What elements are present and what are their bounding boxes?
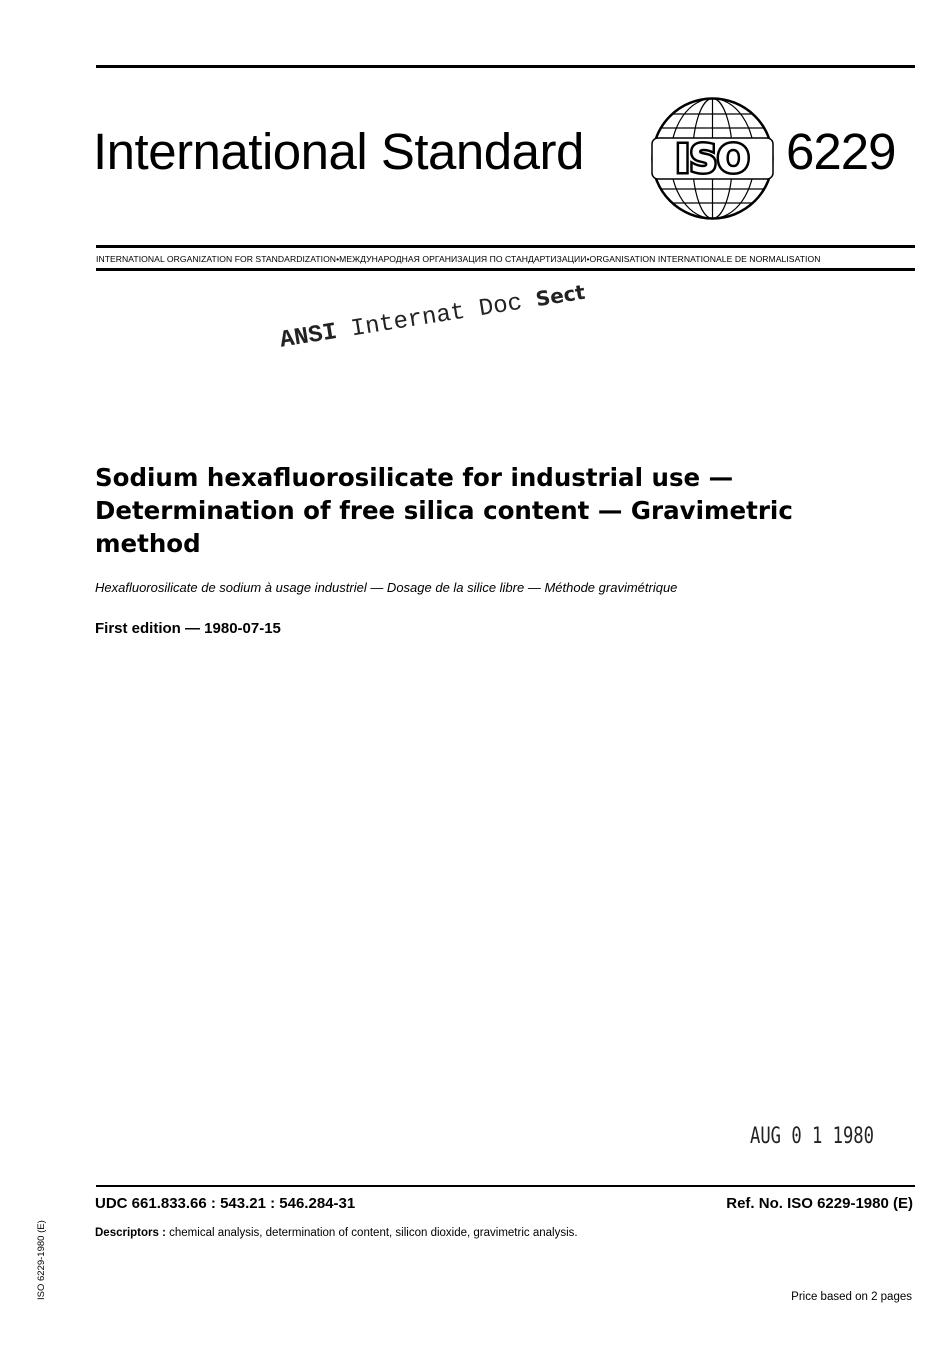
organization-line: INTERNATIONAL ORGANIZATION FOR STANDARDIZATION•МЕЖДУНАРОДНАЯ ОРГАНИЗАЦИЯ ПО СТАНДАРТИЗАЦИИ•ORGANISATION INTERNATIONALE DE NORMALISATION [96,254,821,264]
descriptors [95,1227,578,1239]
stamp-word-doc: Doc [477,289,525,324]
french-title: Hexafluorosilicate de sodium à usage industriel — Dosage de la silice libre — Méthode gravimétrique [95,580,678,595]
top-rule [96,65,915,68]
descriptors-text: chemical analysis, determination of content, silicon dioxide, gravimetric analysis. [169,1227,578,1239]
document-title [95,461,875,560]
iso-logo-text: ISO [675,137,750,181]
stamp-word-ansi: ANSI [278,318,340,355]
standard-number: 6229 [786,123,896,180]
udc-code: UDC 661.833.66 : 543.21 : 546.284-31 [95,1195,356,1212]
footer-rule [96,1185,915,1187]
stamp-word-internat: Internat [349,298,468,344]
org-rule-bottom [96,268,915,271]
standard-heading: International Standard [93,123,584,180]
edition-date: First edition — 1980-07-15 [95,620,281,637]
side-reference-label: ISO 6229-1980 (E) [36,1220,47,1300]
price-note: Price based on 2 pages [791,1291,912,1303]
org-rule-top [96,245,915,248]
title-line-1: Sodium hexafluorosilicate for industrial use — [95,463,734,492]
title-line-2: Determination of free silica content — Gravimetric [95,496,793,525]
ansi-stamp [278,280,587,355]
received-date-stamp: AUG 0 1 1980 [750,1124,874,1149]
reference-number: Ref. No. ISO 6229-1980 (E) [726,1195,913,1212]
stamp-word-sect: Sect [534,279,587,312]
descriptors-label: Descriptors : [95,1227,166,1239]
iso-logo [650,96,775,221]
title-line-3: method [95,529,201,558]
